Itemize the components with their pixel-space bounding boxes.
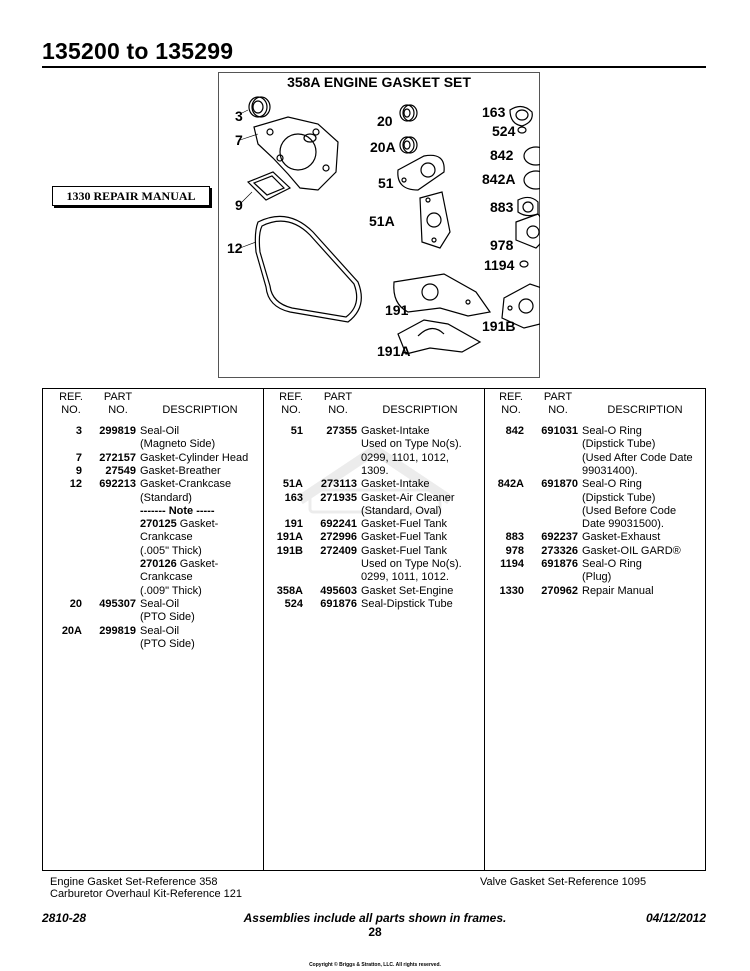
table-row [263, 545, 484, 558]
table-row [263, 571, 484, 584]
table-row [263, 425, 484, 438]
table-row [484, 518, 706, 531]
ref-number: 842A [497, 478, 524, 491]
part-number: 691876 [320, 597, 357, 610]
callout-524: 524 [492, 123, 516, 139]
title-rule [42, 66, 706, 68]
ref-number: 20A [61, 624, 82, 637]
callout-883: 883 [490, 199, 514, 215]
part-number: 272409 [320, 544, 357, 557]
part-description: Gasket-Cylinder Head [140, 451, 249, 464]
part-description: (Dipstick Tube) [582, 491, 656, 504]
part-description: (Standard) [140, 491, 192, 504]
footnote-left: Engine Gasket Set-Reference 358 Carburetor Overhaul Kit-Reference 121 [50, 876, 242, 900]
page-number: 28 [368, 925, 382, 939]
part-number: 273113 [320, 478, 357, 491]
part-description: Seal-Oil [140, 425, 180, 437]
part-20-seal-drawing [400, 105, 417, 121]
table-row [42, 452, 263, 465]
part-number: 692213 [99, 478, 136, 491]
table-row [42, 598, 263, 611]
part-524-seal-drawing [518, 127, 526, 133]
header-description: DESCRIPTION [607, 404, 683, 416]
part-description: Seal-O Ring [582, 558, 642, 570]
part-description: 99031400). [582, 464, 638, 477]
ref-number: 524 [284, 597, 303, 610]
part-description: Gasket-Intake [361, 425, 430, 437]
part-description: Seal-O Ring [582, 425, 642, 437]
part-number: 692241 [320, 518, 357, 531]
document-date: 04/12/2012 [645, 911, 706, 925]
part-description: Date 99031500). [582, 518, 664, 531]
ref-number: 12 [69, 478, 82, 491]
part-number: 495307 [99, 597, 136, 610]
callout-842a: 842A [482, 171, 516, 187]
part-number: 27355 [326, 425, 357, 437]
part-description: Gasket-Fuel Tank [361, 544, 448, 557]
ref-number: 20 [69, 597, 82, 610]
document-code: 2810-28 [42, 911, 87, 925]
table-row [484, 438, 706, 451]
part-description: (Magneto Side) [140, 438, 216, 451]
callout-191: 191 [385, 302, 409, 318]
callout-163: 163 [482, 104, 506, 120]
part-description: (PTO Side) [140, 637, 195, 650]
table-row [263, 492, 484, 505]
part-description: 270126 Gasket- [140, 558, 219, 570]
table-row [484, 585, 706, 598]
part-842a-o-ring-drawing [524, 171, 540, 189]
part-number: 691876 [541, 558, 578, 570]
part-description: Repair Manual [582, 584, 654, 597]
assemblies-note: Assemblies include all parts shown in frames. [243, 911, 507, 925]
table-row [484, 531, 706, 544]
part-description: Gasket-Air Cleaner [361, 491, 455, 504]
callout-842: 842 [490, 147, 514, 163]
table-row [42, 478, 263, 491]
part-description: (Used Before Code [582, 504, 677, 517]
callout-9: 9 [235, 197, 243, 213]
part-description: Gasket-Breather [140, 464, 221, 477]
part-description: Crankcase [140, 531, 193, 544]
part-description: (Used After Code Date [582, 451, 693, 464]
part-description: (Plug) [582, 571, 612, 584]
part-842-o-ring-drawing [524, 147, 540, 165]
part-description: Gasket-Intake [361, 478, 430, 491]
table-row [263, 518, 484, 531]
gasket-set-illustration [218, 72, 540, 378]
part-description: (Dipstick Tube) [582, 438, 656, 451]
table-row [42, 638, 263, 651]
table-row [42, 531, 263, 544]
ref-number: 191 [284, 518, 303, 531]
callout-20: 20 [377, 113, 393, 129]
part-description: 0299, 1101, 1012, [361, 451, 449, 464]
table-row [42, 505, 263, 518]
part-12-crankcase-gasket-drawing [255, 216, 361, 322]
table-row [42, 425, 263, 438]
ref-number: 358A [276, 584, 303, 597]
table-row [484, 505, 706, 518]
part-description: Seal-Oil [140, 624, 180, 637]
callout-20a: 20A [370, 139, 396, 155]
table-row [42, 492, 263, 505]
part-description: Used on Type No(s). [361, 558, 462, 570]
callout-51a: 51A [369, 213, 395, 229]
callout-1194: 1194 [484, 257, 515, 273]
table-row [263, 531, 484, 544]
header-part-no: PART NO. [103, 391, 133, 416]
part-description: 270125 Gasket- [140, 518, 219, 531]
part-number: 270962 [541, 584, 578, 597]
table-row [484, 558, 706, 571]
table-row [42, 438, 263, 451]
ref-number: 1194 [500, 558, 524, 570]
part-1194-seal-drawing [520, 261, 528, 267]
table-row [263, 558, 484, 571]
ref-number: 3 [75, 425, 82, 437]
ref-number: 883 [505, 531, 524, 544]
table-row [484, 545, 706, 558]
page-title: 135200 to 135299 [42, 38, 234, 64]
table-row [263, 438, 484, 451]
callout-7: 7 [235, 132, 243, 148]
ref-number: 51A [282, 478, 303, 491]
part-number: 692237 [541, 531, 578, 544]
part-description: Gasket-Crankcase [140, 478, 232, 491]
table-row [42, 465, 263, 478]
repair-manual-label: 1330 REPAIR MANUAL [52, 186, 210, 206]
table-row [42, 585, 263, 598]
callout-51: 51 [378, 175, 394, 191]
callout-191b: 191B [482, 318, 516, 334]
part-number: 299819 [99, 425, 136, 437]
part-description: Used on Type No(s). [361, 438, 462, 451]
part-number: 272996 [320, 531, 357, 544]
part-description: (.009" Thick) [140, 584, 202, 597]
table-row [484, 452, 706, 465]
table-row [42, 611, 263, 624]
part-description: Gasket-OIL GARD® [582, 544, 681, 557]
header-ref-no: REF. NO. [499, 391, 523, 416]
ref-number: 191B [276, 544, 303, 557]
illustration-title: 358A ENGINE GASKET SET [287, 74, 471, 90]
part-description: 0299, 1011, 1012. [361, 571, 449, 584]
header-ref-no: REF. NO. [279, 391, 303, 416]
part-7-cylinder-head-gasket-drawing [254, 117, 338, 190]
part-description: Crankcase [140, 571, 193, 584]
part-number: 272157 [99, 451, 136, 464]
table-row [42, 625, 263, 638]
part-description: (.005" Thick) [140, 544, 202, 557]
header-description: DESCRIPTION [382, 404, 458, 416]
footnote-right: Valve Gasket Set-Reference 1095 [480, 876, 647, 888]
part-description: Seal-Dipstick Tube [361, 597, 453, 610]
table-row [42, 518, 263, 531]
ref-number: 51 [290, 425, 303, 437]
part-883-exhaust-gasket-drawing [518, 197, 538, 215]
table-row [263, 505, 484, 518]
table-row [484, 465, 706, 478]
part-number: 495603 [320, 584, 357, 597]
header-ref-no: REF. NO. [59, 391, 83, 416]
part-20a-seal-drawing [400, 137, 417, 153]
part-description: (Standard, Oval) [361, 504, 442, 517]
part-51-intake-gasket-drawing [398, 155, 444, 190]
header-description: DESCRIPTION [162, 404, 238, 416]
copyright-notice: Copyright © Briggs & Stratton, LLC. All rights reserved. [309, 962, 441, 968]
ref-number: 163 [284, 491, 303, 504]
part-9-breather-gasket-drawing [248, 172, 290, 200]
table-row [484, 571, 706, 584]
table-row [263, 478, 484, 491]
callout-978: 978 [490, 237, 514, 253]
header-part-no: PART NO. [543, 391, 573, 416]
table-row [484, 425, 706, 438]
part-description: Seal-O Ring [582, 478, 642, 491]
part-number: 27549 [105, 464, 136, 477]
header-part-no: PART NO. [323, 391, 353, 416]
ref-number: 978 [505, 544, 524, 557]
ref-number: 191A [276, 531, 303, 544]
part-number: 273326 [541, 544, 578, 557]
callout-191a: 191A [377, 343, 411, 359]
part-3-seal-drawing [249, 97, 270, 117]
part-description: Gasket-Exhaust [582, 531, 661, 544]
table-row [263, 598, 484, 611]
table-row [42, 545, 263, 558]
part-51a-intake-gasket-drawing [420, 192, 450, 248]
callout-3: 3 [235, 108, 243, 124]
part-description: (PTO Side) [140, 611, 195, 624]
ref-number: 9 [75, 464, 82, 477]
part-description: Gasket Set-Engine [361, 584, 454, 597]
part-description: Seal-Oil [140, 597, 180, 610]
part-978-oil-gard-gasket-drawing [516, 214, 540, 248]
ref-number: 1330 [499, 584, 524, 597]
table-row [263, 452, 484, 465]
part-description: Gasket-Fuel Tank [361, 531, 448, 544]
callout-12: 12 [227, 240, 243, 256]
table-row [263, 585, 484, 598]
part-number: 691870 [541, 478, 578, 491]
part-description: 1309. [361, 464, 389, 477]
ref-number: 7 [75, 451, 82, 464]
part-description: ------- Note ----- [140, 504, 215, 517]
table-row [42, 558, 263, 571]
part-number: 691031 [541, 425, 578, 437]
part-number: 271935 [320, 491, 357, 504]
table-row [42, 571, 263, 584]
table-row [484, 492, 706, 505]
table-row [484, 478, 706, 491]
part-description: Gasket-Fuel Tank [361, 518, 448, 531]
ref-number: 842 [505, 425, 524, 437]
part-number: 299819 [99, 624, 136, 637]
table-row [263, 465, 484, 478]
